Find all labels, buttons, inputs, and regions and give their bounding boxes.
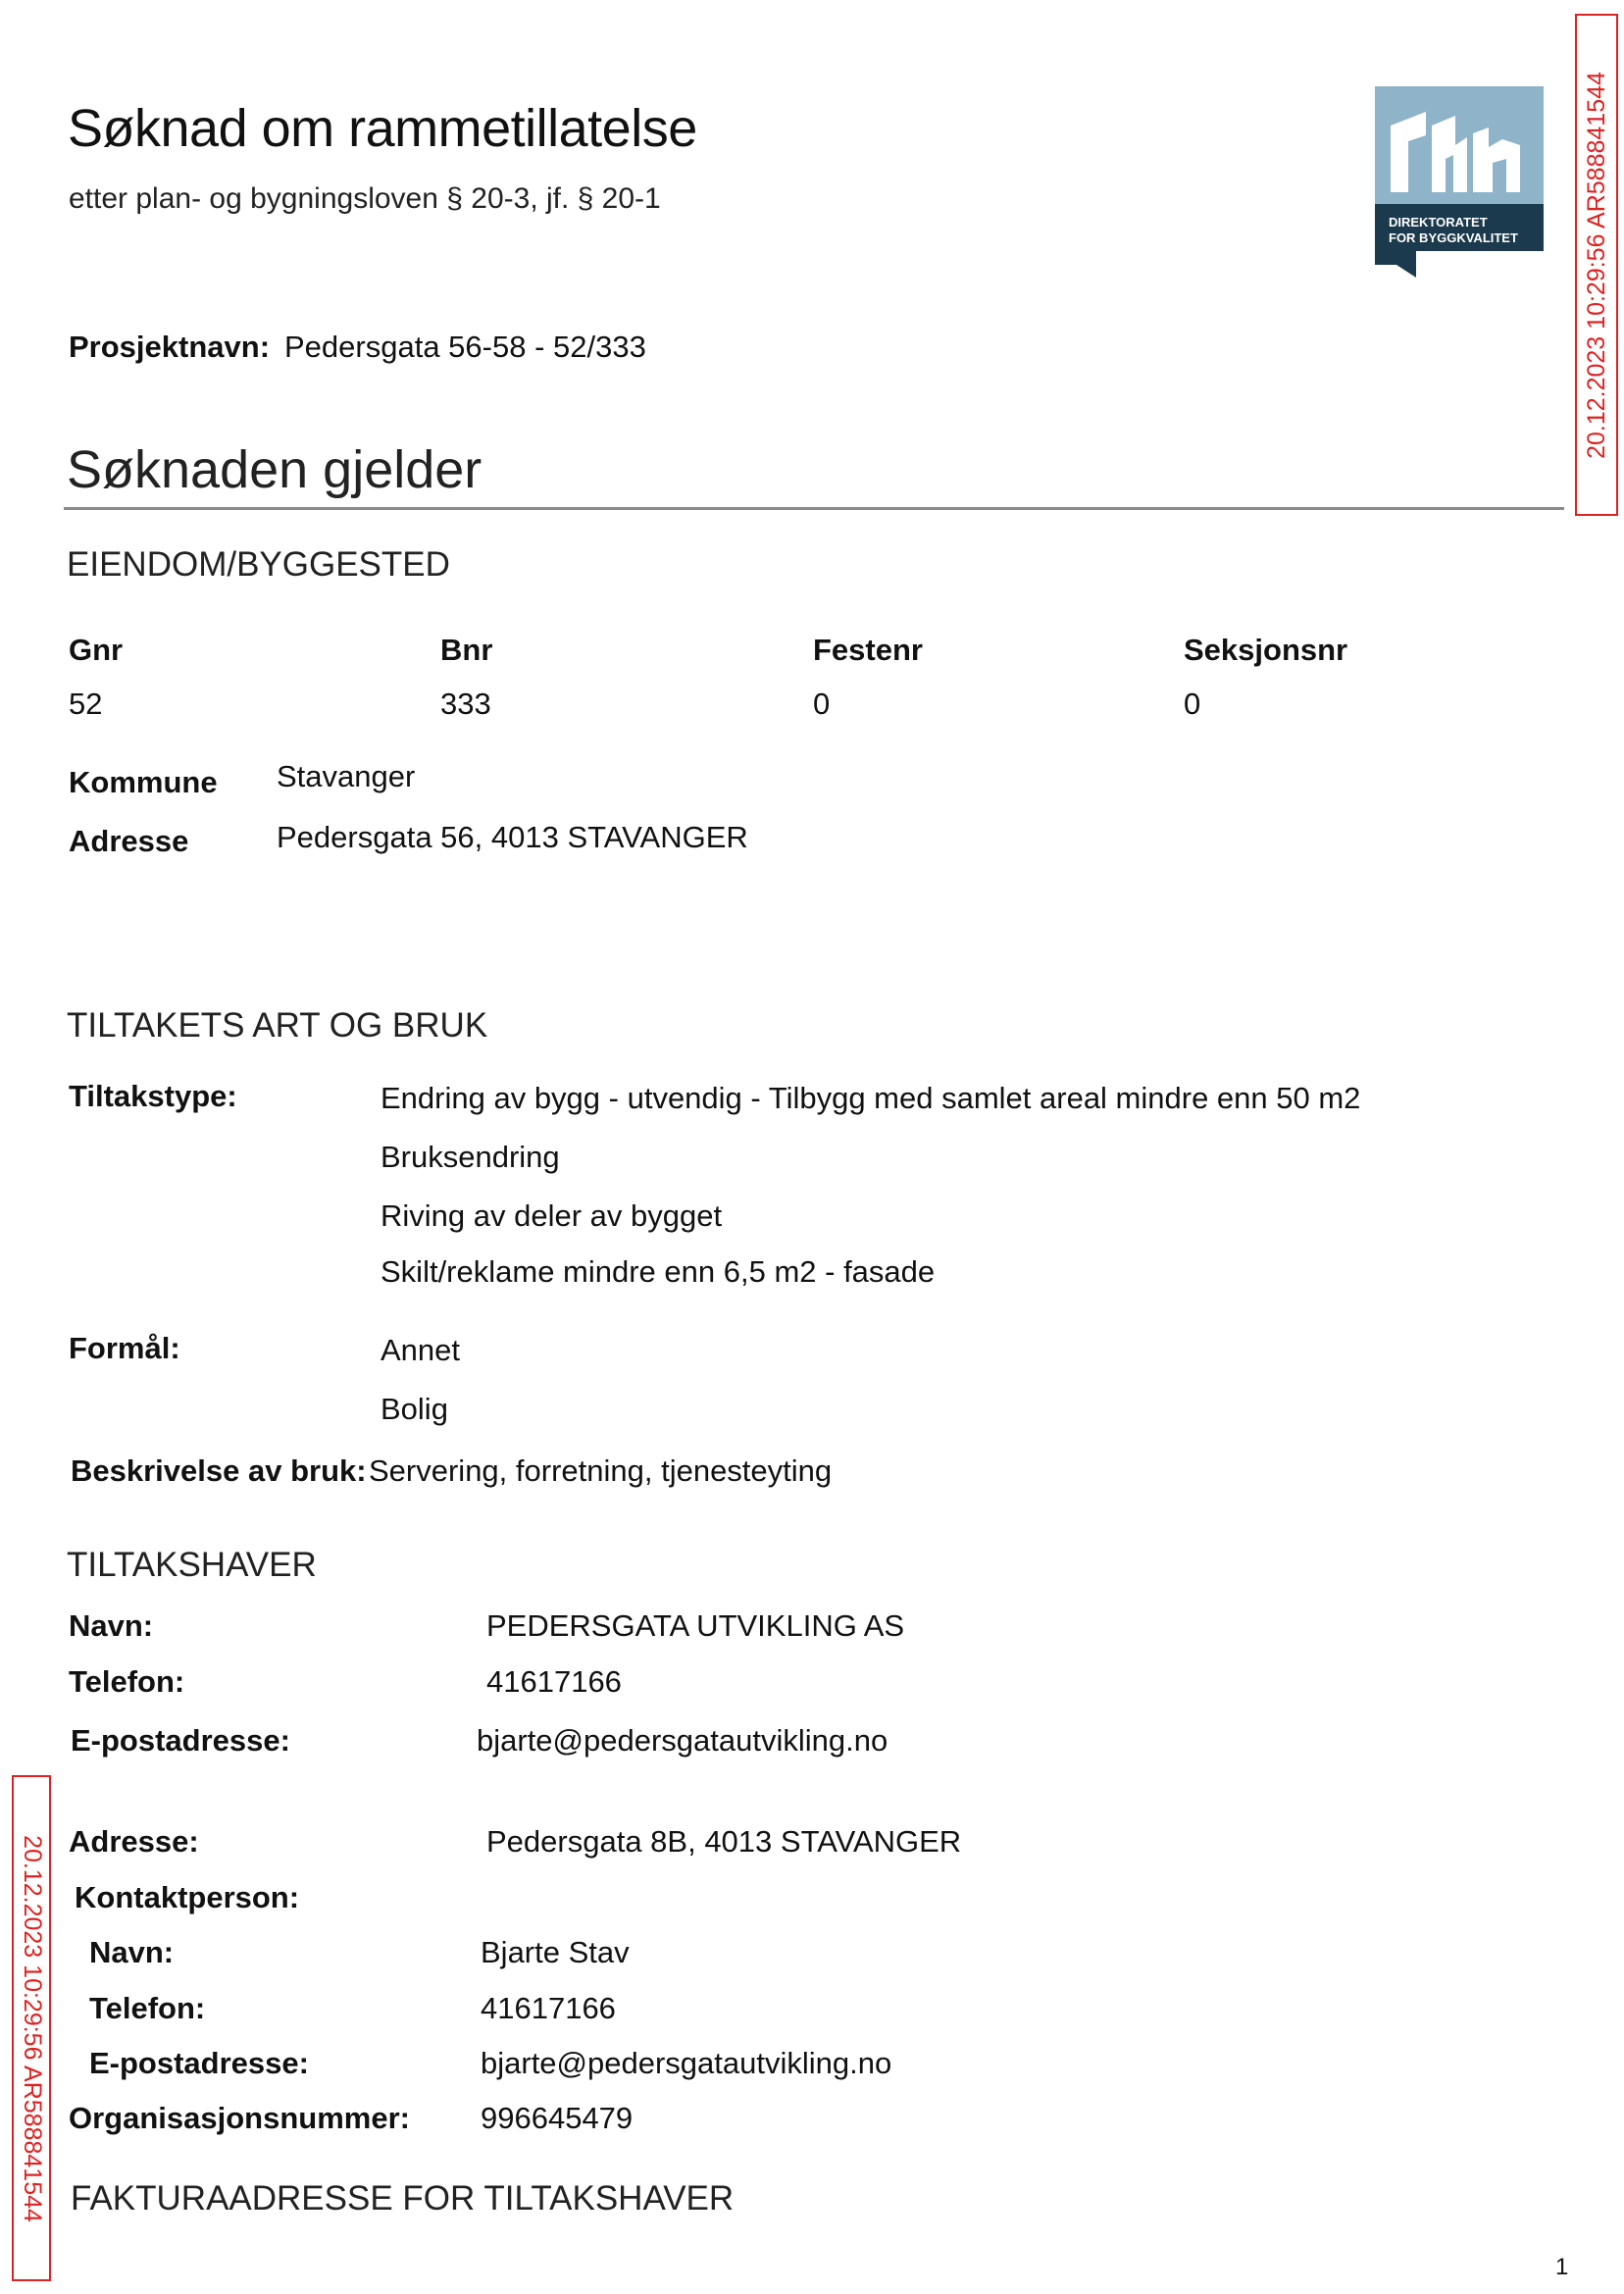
tiltakstype-item: Riving av deler av bygget [381,1198,723,1233]
section-heading-soknaden-gjelder: Søknaden gjelder [67,440,482,499]
tiltakstype-item: Bruksendring [381,1140,560,1174]
column-header-seksjonsnr: Seksjonsnr [1184,633,1348,667]
project-name-label: Prosjektnavn: [69,330,271,364]
kommune-label: Kommune [69,765,218,799]
logo-text-line1: DIREKTORATET [1389,215,1488,229]
adresse-label: Adresse [69,824,189,858]
value-bnr: 333 [440,687,491,721]
organisasjonsnummer-value: 996645479 [481,2101,634,2135]
document-title: Søknad om rammetillatelse [68,99,697,158]
date-stamp-top-text: 20.12.2023 10:29:56 AR588841544 [1582,71,1610,459]
tiltakstype-item: Endring av bygg - utvendig - Tilbygg med samlet areal mindre enn 50 m2 [381,1081,1361,1115]
value-festenr: 0 [813,687,831,721]
kontaktperson-label: Kontaktperson: [75,1880,300,1914]
heading-divider [64,507,1564,510]
date-stamp-left [12,1775,51,2281]
tiltakshaver-navn-label: Navn: [69,1608,154,1643]
kontakt-epost-value: bjarte@pedersgatautvikling.no [481,2046,892,2080]
section-title-tiltakshaver: TILTAKSHAVER [67,1546,317,1584]
formal-item: Bolig [381,1392,448,1426]
document-subtitle: etter plan- og bygningsloven § 20-3, jf. § 20-1 [69,182,661,215]
value-gnr: 52 [69,687,103,721]
date-stamp-left-text: 20.12.2023 10:29:56 AR588841544 [18,1834,46,2222]
tiltakstype-label: Tiltakstype: [69,1079,237,1113]
adresse-value: Pedersgata 56, 4013 STAVANGER [277,820,748,854]
page-number: 1 [1555,2254,1569,2280]
value-seksjonsnr: 0 [1184,687,1201,721]
column-header-bnr: Bnr [440,633,493,667]
tiltakshaver-epost-value: bjarte@pedersgatautvikling.no [477,1723,888,1758]
kommune-value: Stavanger [277,759,416,793]
section-title-tiltak: TILTAKETS ART OG BRUK [67,1006,488,1045]
tiltakshaver-telefon-value: 41617166 [486,1664,622,1699]
kontakt-telefon-label: Telefon: [89,1991,206,2025]
column-header-festenr: Festenr [813,633,923,667]
kontakt-navn-label: Navn: [89,1935,175,1969]
tiltakshaver-adresse-label: Adresse: [69,1824,199,1859]
section-title-fakturaadresse: FAKTURAADRESSE FOR TILTAKSHAVER [71,2179,735,2218]
formal-label: Formål: [69,1331,180,1365]
organisasjonsnummer-label: Organisasjonsnummer: [69,2101,410,2135]
kontakt-navn-value: Bjarte Stav [481,1935,630,1969]
tiltakshaver-epost-label: E-postadresse: [71,1723,290,1758]
tiltakshaver-telefon-label: Telefon: [69,1664,185,1699]
date-stamp-top [1575,14,1618,516]
beskrivelse-bruk-label: Beskrivelse av bruk: [71,1453,367,1488]
section-title-eiendom: EIENDOM/BYGGESTED [67,545,450,584]
beskrivelse-bruk-value: Servering, forretning, tjenesteyting [369,1453,833,1488]
dibk-logo-graphic [1375,86,1551,278]
tiltakshaver-navn-value: PEDERSGATA UTVIKLING AS [486,1608,905,1643]
kontakt-telefon-value: 41617166 [481,1991,616,2025]
project-name-value: Pedersgata 56-58 - 52/333 [284,330,646,364]
formal-item: Annet [381,1333,461,1367]
tiltakstype-item: Skilt/reklame mindre enn 6,5 m2 - fasade [381,1254,936,1289]
column-header-gnr: Gnr [69,633,124,667]
kontakt-epost-label: E-postadresse: [89,2046,309,2080]
logo-text-line2: FOR BYGGKVALITET [1389,230,1518,245]
dibk-logo [1375,86,1551,278]
tiltakshaver-adresse-value: Pedersgata 8B, 4013 STAVANGER [486,1824,962,1859]
